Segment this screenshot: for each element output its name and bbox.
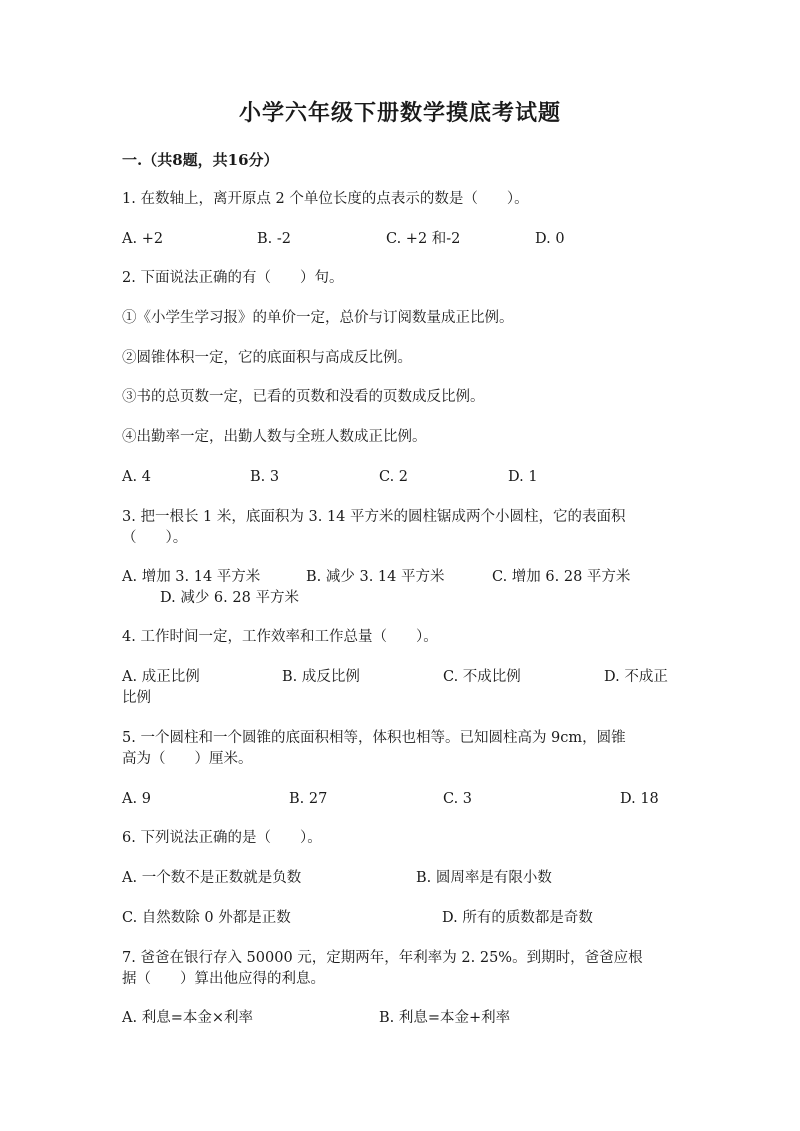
question-1-option-a: A. +2 — [122, 231, 164, 247]
question-2-statement-3: ③书的总页数一定，已看的页数和没看的页数成反比例。 — [122, 389, 485, 405]
question-6-option-c: C. 自然数除 0 外都是正数 — [122, 910, 291, 926]
question-6-stem: 6. 下列说法正确的是（ ）。 — [122, 830, 322, 846]
question-5-option-b: B. 27 — [289, 791, 328, 807]
question-3-stem-line-2: （ ）。 — [122, 530, 188, 546]
question-2-option-a: A. 4 — [122, 469, 151, 485]
question-2-option-d: D. 1 — [508, 469, 538, 485]
question-2-statement-4: ④出勤率一定，出勤人数与全班人数成正比例。 — [122, 429, 427, 445]
question-7-stem-line-1: 7. 爸爸在银行存入 50000 元，定期两年，年利率为 2. 25%。到期时，爸爸应根 — [122, 950, 643, 966]
question-5-option-a: A. 9 — [122, 791, 151, 807]
question-2-statement-1: ①《小学生学习报》的单价一定，总价与订阅数量成正比例。 — [122, 310, 514, 326]
question-5-stem-line-1: 5. 一个圆柱和一个圆锥的底面积相等，体积也相等。已知圆柱高为 9cm，圆锥 — [122, 730, 626, 746]
question-2-statement-2: ②圆锥体积一定，它的底面积与高成反比例。 — [122, 350, 412, 366]
question-6-option-a: A. 一个数不是正数就是负数 — [122, 870, 302, 886]
question-6-option-b: B. 圆周率是有限小数 — [416, 870, 552, 886]
question-5-stem-line-2: 高为（ ）厘米。 — [122, 751, 253, 767]
question-3-option-c: C. 增加 6. 28 平方米 — [492, 569, 631, 585]
question-7-option-b: B. 利息=本金+利率 — [379, 1010, 511, 1026]
question-7-option-a: A. 利息=本金×利率 — [122, 1010, 253, 1026]
question-2-option-b: B. 3 — [250, 469, 280, 485]
question-3-option-a: A. 增加 3. 14 平方米 — [122, 569, 261, 585]
question-6-option-d: D. 所有的质数都是奇数 — [442, 910, 593, 926]
question-1-stem: 1. 在数轴上，离开原点 2 个单位长度的点表示的数是（ ）。 — [122, 191, 529, 207]
question-4-option-c: C. 不成比例 — [443, 669, 521, 685]
question-3-option-b: B. 减少 3. 14 平方米 — [306, 569, 445, 585]
section-header: 一.（共8题，共16分） — [122, 151, 279, 169]
question-4-option-d-wrap: 比例 — [122, 690, 151, 706]
question-1-option-c: C. +2 和-2 — [386, 231, 461, 247]
question-3-stem-line-1: 3. 把一根长 1 米，底面积为 3. 14 平方米的圆柱锯成两个小圆柱，它的表面积 — [122, 509, 626, 525]
question-5-option-d: D. 18 — [620, 791, 659, 807]
question-4-option-b: B. 成反比例 — [282, 669, 360, 685]
question-4-stem: 4. 工作时间一定，工作效率和工作总量（ ）。 — [122, 629, 438, 645]
question-2-option-c: C. 2 — [379, 469, 409, 485]
question-5-option-c: C. 3 — [443, 791, 473, 807]
question-4-option-d: D. 不成正 — [604, 669, 668, 685]
page-title: 小学六年级下册数学摸底考试题 — [238, 100, 561, 126]
question-2-stem: 2. 下面说法正确的有（ ）句。 — [122, 270, 344, 286]
question-3-option-d: D. 减少 6. 28 平方米 — [160, 590, 299, 606]
question-1-option-b: B. -2 — [257, 231, 291, 247]
question-4-option-a: A. 成正比例 — [122, 669, 200, 685]
question-1-option-d: D. 0 — [535, 231, 565, 247]
question-7-stem-line-2: 据（ ）算出他应得的利息。 — [122, 971, 325, 987]
